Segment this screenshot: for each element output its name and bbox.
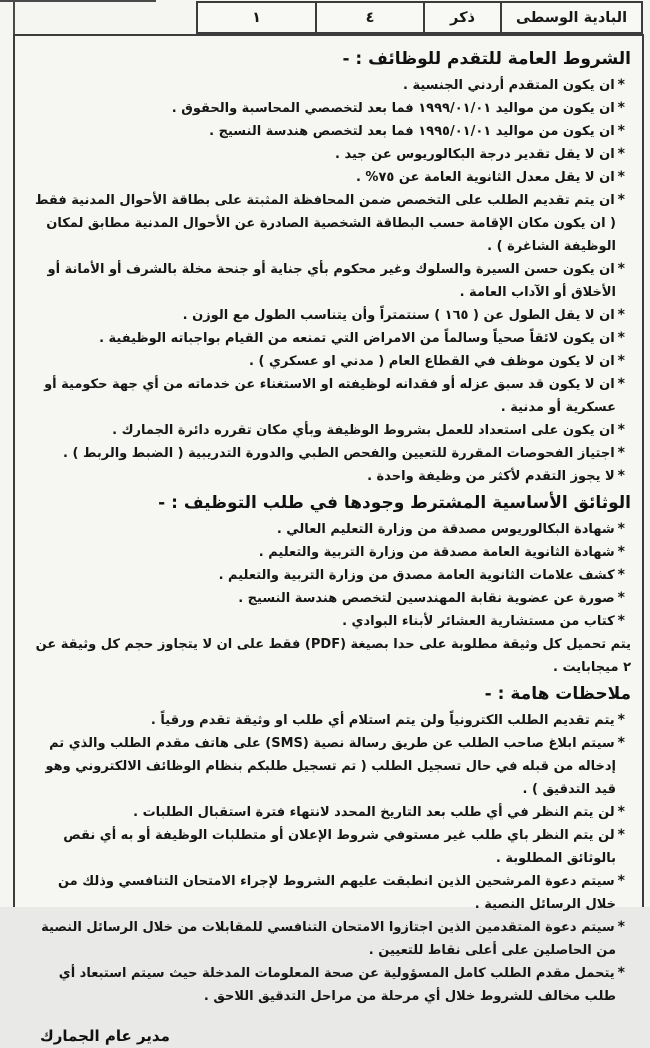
condition-text: ان يكون على استعداد للعمل بشروط الوظيفة وبأي مكان تقرره دائرة الجمارك . xyxy=(112,423,615,438)
condition-text: ان يكون لائقاً صحياً وسالماً من الامراض التي تمنعه من القيام بواجباته الوظيفية . xyxy=(99,331,615,346)
bullet-asterisk: * xyxy=(617,521,625,537)
document-text: كتاب من مستشارية العشائر لأبناء البوادي . xyxy=(342,614,615,629)
bullet-asterisk: * xyxy=(617,468,625,484)
condition-text: ان يكون من مواليد ١٩٩٩/٠١/٠١ فما بعد لتخصصي المحاسبة والحقوق . xyxy=(171,101,615,116)
table-cell-number-a xyxy=(315,1,425,34)
bullet-asterisk: * xyxy=(617,100,625,116)
note-text: سيتم دعوة المرشحين الذين انطبقت عليهم الشروط لإجراء الامتحان التنافسي وذلك من خلال الرسائل النصية . xyxy=(57,874,616,912)
note-text: لن يتم النظر باي طلب غير مستوفي شروط الإعلان أو متطلبات الوظيفة أو به أي نقص بالوثائق المطلوبة . xyxy=(63,828,616,866)
table-cell-value: ذكر xyxy=(450,9,475,26)
bullet-asterisk: * xyxy=(617,567,625,583)
document-item xyxy=(26,564,631,587)
condition-item xyxy=(26,419,631,442)
note-text: يتحمل مقدم الطلب كامل المسؤولية عن صحة المعلومات المدخلة حيث سيتم استبعاد أي طلب مخالف للشروط خلال أي مرحلة من مراحل التدقيق اللاحق . xyxy=(58,966,616,1004)
condition-item xyxy=(26,465,631,488)
note-item xyxy=(26,962,631,1008)
document-item xyxy=(26,541,631,564)
condition-text: ان لا يكون موظف في القطاع العام ( مدني او عسكري ) . xyxy=(249,354,615,369)
note-item xyxy=(26,709,631,732)
document-item xyxy=(26,518,631,541)
bullet-asterisk: * xyxy=(617,192,625,208)
bullet-asterisk: * xyxy=(617,590,625,606)
bullet-asterisk: * xyxy=(617,146,625,162)
note-item xyxy=(26,732,631,801)
condition-text: ان يتم تقديم الطلب على التخصص ضمن المحافظة المثبتة على بطاقة الأحوال المدنية فقط ( ان يكون مكان الإقامة حسب البطاقة الشخصية الصادرة عن الأحوال المدنية مطابق لمكان الوظيفة الشاغرة ) . xyxy=(34,193,616,254)
bullet-asterisk: * xyxy=(617,353,625,369)
note-item xyxy=(26,801,631,824)
note-text: يتم تقديم الطلب الكترونياً ولن يتم استلام أي طلب او وثيقة تقدم ورقياً . xyxy=(150,713,615,728)
condition-item xyxy=(26,120,631,143)
condition-text: ان لا يقل معدل الثانوية العامة عن ٧٥% . xyxy=(355,170,615,185)
note-item xyxy=(26,824,631,870)
condition-item xyxy=(26,442,631,465)
bullet-asterisk: * xyxy=(617,307,625,323)
bullet-asterisk: * xyxy=(617,613,625,629)
condition-text: ان يكون المتقدم أردني الجنسية . xyxy=(403,78,615,93)
condition-item xyxy=(26,350,631,373)
condition-item xyxy=(26,97,631,120)
note-item xyxy=(26,916,631,962)
signature-director-general: مدير عام الجمارك xyxy=(40,1027,170,1045)
bullet-asterisk: * xyxy=(617,169,625,185)
table-grid-line xyxy=(13,0,15,36)
announcement-box xyxy=(13,34,644,1045)
table-grid-line xyxy=(0,0,156,2)
condition-text: ان لا يقل الطول عن ( ١٦٥ ) سنتمتراً وأن يتناسب الطول مع الوزن . xyxy=(182,308,615,323)
document-item xyxy=(26,587,631,610)
condition-item xyxy=(26,189,631,258)
section-title-required-documents: الوثائق الأساسية المشترط وجودها في طلب التوظيف : - xyxy=(158,493,631,513)
table-cell-value: البادية الوسطى xyxy=(515,9,628,26)
bullet-asterisk: * xyxy=(617,77,625,93)
condition-text: ان يكون حسن السيرة والسلوك وغير محكوم بأي جناية أو جنحة مخلة بالشرف أو الأمانة أو الأخلاق أو الآداب العامة . xyxy=(47,262,616,300)
condition-text: ان يكون من مواليد ١٩٩٥/٠١/٠١ فما بعد لتخصص هندسة النسيج . xyxy=(209,124,615,139)
bullet-asterisk: * xyxy=(617,919,625,935)
pdf-upload-note: يتم تحميل كل وثيقة مطلوبة على حدا بصيغة (PDF) فقط على ان لا يتجاوز حجم كل وثيقة عن ٢ ميجابايت . xyxy=(35,637,631,675)
condition-text: لا يجوز التقدم لأكثر من وظيفة واحدة . xyxy=(367,469,615,484)
note-text: سيتم دعوة المتقدمين الذين اجتازوا الامتحان التنافسي للمقابلات من خلال الرسائل النصية من الحاصلين على أعلى نقاط للتعيين . xyxy=(41,920,616,958)
bullet-asterisk: * xyxy=(617,712,625,728)
document-text: كشف علامات الثانوية العامة مصدق من وزارة التربية والتعليم . xyxy=(218,568,615,583)
bullet-asterisk: * xyxy=(617,965,625,981)
table-cell-gender xyxy=(423,1,502,34)
condition-item xyxy=(26,327,631,350)
bullet-asterisk: * xyxy=(617,445,625,461)
table-cell-value: ١ xyxy=(252,9,261,26)
document-text: صورة عن عضوية نقابة المهندسين لتخصص هندسة النسيج . xyxy=(238,591,615,606)
note-item xyxy=(26,870,631,916)
bullet-asterisk: * xyxy=(617,544,625,560)
bullet-asterisk: * xyxy=(617,735,625,751)
bullet-asterisk: * xyxy=(617,827,625,843)
condition-text: ان لا يكون قد سبق عزله أو فقدانه لوظيفته او الاستغناء عن خدماته من أي جهة حكومية أو عسكرية أو مدنية . xyxy=(44,377,616,415)
document-text: شهادة الثانوية العامة مصدقة من وزارة التربية والتعليم . xyxy=(258,545,615,560)
bullet-asterisk: * xyxy=(617,804,625,820)
bullet-asterisk: * xyxy=(617,376,625,392)
table-cell-value: ٤ xyxy=(365,9,375,26)
condition-item xyxy=(26,373,631,419)
bullet-asterisk: * xyxy=(617,123,625,139)
table-cell-region xyxy=(500,1,643,34)
condition-item xyxy=(26,258,631,304)
note-text: لن يتم النظر في أي طلب بعد التاريخ المحدد لانتهاء فترة استقبال الطلبات . xyxy=(133,805,615,820)
section-title-general-conditions: الشروط العامة للتقدم للوظائف : - xyxy=(342,49,631,69)
section-title-important-notes: ملاحظات هامة : - xyxy=(484,684,631,704)
condition-item xyxy=(26,166,631,189)
bullet-asterisk: * xyxy=(617,261,625,277)
condition-item xyxy=(26,74,631,97)
bullet-asterisk: * xyxy=(617,422,625,438)
document-text: شهادة البكالوريوس مصدقة من وزارة التعليم العالي . xyxy=(276,522,615,537)
document-item xyxy=(26,610,631,633)
bullet-asterisk: * xyxy=(617,873,625,889)
condition-text: اجتياز الفحوصات المقررة للتعيين والفحص الطبي والدورة التدريبية ( الضبط والربط ) . xyxy=(63,446,615,461)
condition-item xyxy=(26,143,631,166)
condition-item xyxy=(26,304,631,327)
bullet-asterisk: * xyxy=(617,330,625,346)
condition-text: ان لا يقل تقدير درجة البكالوريوس عن جيد . xyxy=(334,147,615,162)
table-cell-number-b xyxy=(196,1,317,34)
note-text: سيتم ابلاغ صاحب الطلب عن طريق رسالة نصية (SMS) على هاتف مقدم الطلب والذي تم إدخاله من قبله في حال تسجيل الطلب ( تم تسجيل طلبكم بنظام الوظائف الالكتروني وهو قيد التدقيق ) . xyxy=(45,736,616,797)
